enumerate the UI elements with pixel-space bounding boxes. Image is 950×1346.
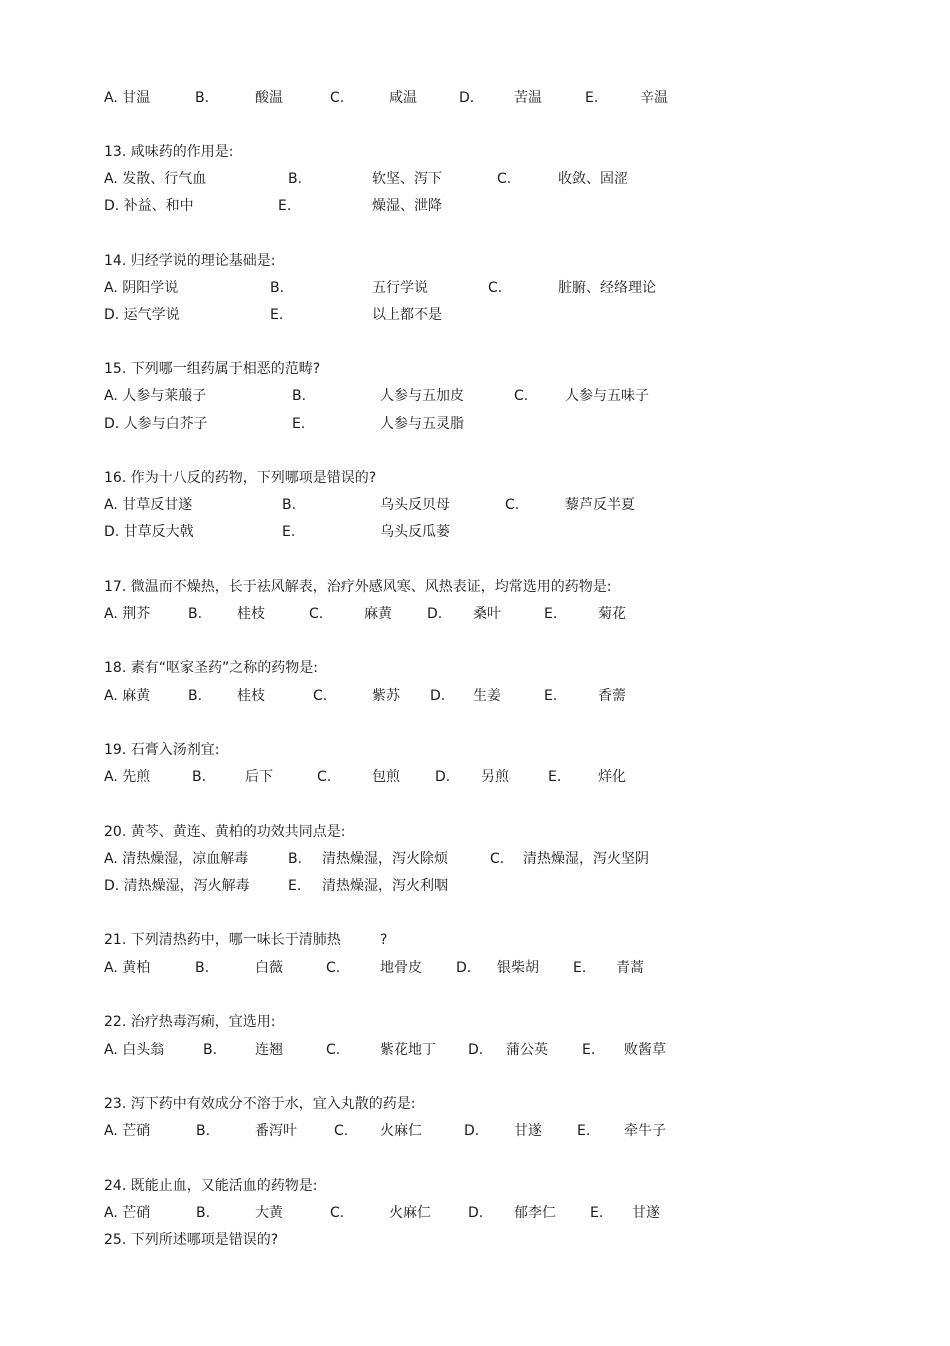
q15-option-e-text: 人参与五灵脂 <box>380 416 464 432</box>
q12-option-c-letter: C. <box>330 90 345 106</box>
q16-option-d: D. 甘草反大戟 <box>104 524 194 540</box>
q17-option-b-text: 桂枝 <box>237 606 265 622</box>
q18-option-c-text: 紫苏 <box>372 688 400 704</box>
q21-stem-question-mark: ? <box>380 932 388 948</box>
q12-option-a: A. 甘温 <box>104 90 151 106</box>
q14-option-c-text: 脏腑、经络理论 <box>558 280 656 296</box>
q19-option-c-letter: C. <box>317 769 332 785</box>
q15-option-a: A. 人参与莱菔子 <box>104 388 207 404</box>
q21-option-d-letter: D. <box>456 960 472 976</box>
q19-option-b-text: 后下 <box>245 769 273 785</box>
q24-option-b-text: 大黄 <box>255 1205 283 1221</box>
q23-stem: 23. 泻下药中有效成分不溶于水，宜入丸散的药是: <box>104 1096 416 1112</box>
q13-option-c-letter: C. <box>497 171 512 187</box>
q23-option-e-text: 牵牛子 <box>624 1123 666 1139</box>
q17-option-a: A. 荆芥 <box>104 606 151 622</box>
q16-option-a: A. 甘草反甘遂 <box>104 497 193 513</box>
q22-option-c-letter: C. <box>326 1042 341 1058</box>
q23-option-b-letter: B. <box>196 1123 211 1139</box>
q17-option-e-text: 菊花 <box>598 606 626 622</box>
q13-option-b-text: 软坚、泻下 <box>372 171 442 187</box>
q24-option-c-letter: C. <box>330 1205 345 1221</box>
q17-option-b-letter: B. <box>188 606 203 622</box>
q16-option-c-letter: C. <box>505 497 520 513</box>
q14-option-c-letter: C. <box>488 280 503 296</box>
q13-stem: 13. 咸味药的作用是: <box>104 144 234 160</box>
q12-option-d-text: 苦温 <box>514 90 542 106</box>
q17-option-d-letter: D. <box>427 606 443 622</box>
q20-option-d: D. 清热燥湿，泻火解毒 <box>104 878 250 894</box>
q20-option-b-letter: B. <box>288 851 303 867</box>
q15-option-e-letter: E. <box>292 416 306 432</box>
q20-stem: 20. 黄芩、黄连、黄柏的功效共同点是: <box>104 824 346 840</box>
q14-option-a: A. 阴阳学说 <box>104 280 179 296</box>
q13-option-d: D. 补益、和中 <box>104 198 194 214</box>
q18-option-d-text: 生姜 <box>473 688 501 704</box>
q20-option-e-text: 清热燥湿，泻火利咽 <box>322 878 448 894</box>
q19-option-d-letter: D. <box>435 769 451 785</box>
q23-option-a: A. 芒硝 <box>104 1123 151 1139</box>
q18-option-e-letter: E. <box>544 688 558 704</box>
q14-option-e-text: 以上都不是 <box>372 307 442 323</box>
q15-option-c-text: 人参与五味子 <box>565 388 649 404</box>
q22-option-b-letter: B. <box>203 1042 218 1058</box>
q23-option-d-letter: D. <box>464 1123 480 1139</box>
q18-option-b-letter: B. <box>188 688 203 704</box>
q24-option-b-letter: B. <box>196 1205 211 1221</box>
q13-option-e-text: 燥湿、泄降 <box>372 198 442 214</box>
q15-option-c-letter: C. <box>514 388 529 404</box>
q21-stem: 21. 下列清热药中，哪一味长于清肺热 <box>104 932 341 948</box>
q13-option-a: A. 发散、行气血 <box>104 171 207 187</box>
q24-option-c-text: 火麻仁 <box>389 1205 431 1221</box>
q17-option-d-text: 桑叶 <box>473 606 501 622</box>
q13-option-e-letter: E. <box>278 198 292 214</box>
q22-option-a: A. 白头翁 <box>104 1042 165 1058</box>
q24-option-e-letter: E. <box>590 1205 604 1221</box>
q14-stem: 14. 归经学说的理论基础是: <box>104 253 276 269</box>
q19-option-a: A. 先煎 <box>104 769 151 785</box>
q22-option-d-text: 蒲公英 <box>506 1042 548 1058</box>
q22-option-e-text: 败酱草 <box>624 1042 666 1058</box>
q12-option-e-letter: E. <box>585 90 599 106</box>
q19-stem: 19. 石膏入汤剂宜: <box>104 742 220 758</box>
q16-option-e-text: 乌头反瓜蒌 <box>380 524 450 540</box>
q12-option-e-text: 辛温 <box>640 90 668 106</box>
q22-option-c-text: 紫花地丁 <box>380 1042 436 1058</box>
q23-option-e-letter: E. <box>577 1123 591 1139</box>
q23-option-c-letter: C. <box>334 1123 349 1139</box>
q12-option-c-text: 咸温 <box>389 90 417 106</box>
q13-option-c-text: 收敛、固涩 <box>558 171 628 187</box>
q18-option-a: A. 麻黄 <box>104 688 151 704</box>
q19-option-c-text: 包煎 <box>372 769 400 785</box>
q19-option-d-text: 另煎 <box>481 769 509 785</box>
q24-option-e-text: 甘遂 <box>632 1205 660 1221</box>
q14-option-b-letter: B. <box>270 280 285 296</box>
q22-stem: 22. 治疗热毒泻痢，宜选用: <box>104 1014 276 1030</box>
q23-option-d-text: 甘遂 <box>514 1123 542 1139</box>
q22-option-e-letter: E. <box>582 1042 596 1058</box>
q19-option-e-letter: E. <box>548 769 562 785</box>
q24-stem: 24. 既能止血，又能活血的药物是: <box>104 1178 318 1194</box>
q13-option-b-letter: B. <box>288 171 303 187</box>
q17-option-c-letter: C. <box>309 606 324 622</box>
q19-option-e-text: 烊化 <box>598 769 626 785</box>
q16-stem: 16. 作为十八反的药物，下列哪项是错误的? <box>104 470 377 486</box>
q20-option-c-letter: C. <box>490 851 505 867</box>
q14-option-d: D. 运气学说 <box>104 307 180 323</box>
q21-option-c-text: 地骨皮 <box>380 960 422 976</box>
q21-option-a: A. 黄柏 <box>104 960 151 976</box>
q20-option-c-text: 清热燥湿，泻火坚阴 <box>523 851 649 867</box>
q14-option-b-text: 五行学说 <box>372 280 428 296</box>
q21-option-d-text: 银柴胡 <box>497 960 539 976</box>
q17-option-e-letter: E. <box>544 606 558 622</box>
q25-stem: 25. 下列所述哪项是错误的? <box>104 1232 279 1248</box>
q21-option-e-text: 青蒿 <box>616 960 644 976</box>
q24-option-d-letter: D. <box>468 1205 484 1221</box>
q21-option-c-letter: C. <box>326 960 341 976</box>
q14-option-e-letter: E. <box>270 307 284 323</box>
q16-option-e-letter: E. <box>282 524 296 540</box>
q12-option-b-text: 酸温 <box>255 90 283 106</box>
q12-option-b-letter: B. <box>195 90 210 106</box>
q16-option-b-text: 乌头反贝母 <box>380 497 450 513</box>
q16-option-b-letter: B. <box>282 497 297 513</box>
q20-option-a: A. 清热燥湿，凉血解毒 <box>104 851 249 867</box>
q19-option-b-letter: B. <box>192 769 207 785</box>
q15-option-b-text: 人参与五加皮 <box>380 388 464 404</box>
q23-option-c-text: 火麻仁 <box>380 1123 422 1139</box>
q20-option-b-text: 清热燥湿，泻火除烦 <box>322 851 448 867</box>
q18-option-e-text: 香薷 <box>598 688 626 704</box>
q24-option-a: A. 芒硝 <box>104 1205 151 1221</box>
q12-option-d-letter: D. <box>459 90 475 106</box>
q21-option-b-text: 白薇 <box>255 960 283 976</box>
q20-option-e-letter: E. <box>288 878 302 894</box>
q15-option-d: D. 人参与白芥子 <box>104 416 208 432</box>
q15-stem: 15. 下列哪一组药属于相恶的范畴? <box>104 361 321 377</box>
q15-option-b-letter: B. <box>292 388 307 404</box>
q21-option-b-letter: B. <box>195 960 210 976</box>
q16-option-c-text: 藜芦反半夏 <box>565 497 635 513</box>
q18-stem: 18. 素有“呕家圣药”之称的药物是: <box>104 660 318 676</box>
q18-option-b-text: 桂枝 <box>237 688 265 704</box>
q23-option-b-text: 番泻叶 <box>255 1123 297 1139</box>
q17-option-c-text: 麻黄 <box>364 606 392 622</box>
q22-option-b-text: 连翘 <box>255 1042 283 1058</box>
q18-option-c-letter: C. <box>313 688 328 704</box>
q24-option-d-text: 郁李仁 <box>514 1205 556 1221</box>
q18-option-d-letter: D. <box>430 688 446 704</box>
q21-option-e-letter: E. <box>573 960 587 976</box>
q22-option-d-letter: D. <box>468 1042 484 1058</box>
q17-stem: 17. 微温而不燥热，长于祛风解表，治疗外感风寒、风热表证，均常选用的药物是: <box>104 579 612 595</box>
